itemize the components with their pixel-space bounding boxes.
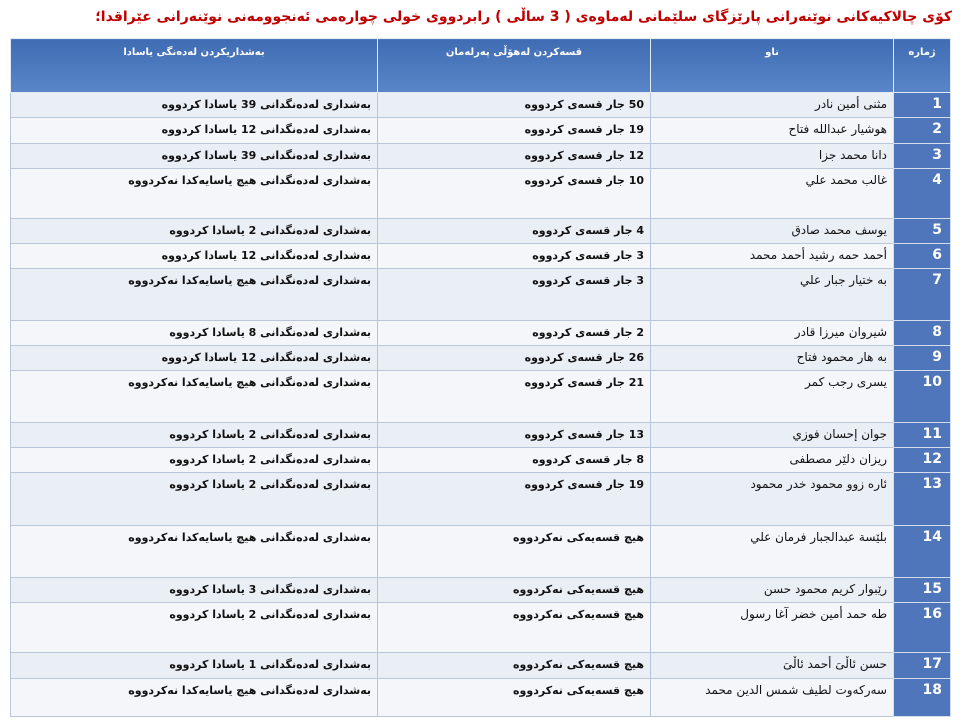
row-number: 12 xyxy=(894,448,951,473)
speaking-count: 8 جار قسەی کردووە xyxy=(378,448,651,473)
voting-participation: بەشداری لەدەنگدانی 8 یاسادا کردووە xyxy=(11,321,378,346)
table-row xyxy=(11,219,951,244)
speaking-count: 3 جار قسەی کردووە xyxy=(378,244,651,269)
row-number: 1 xyxy=(894,93,951,118)
voting-participation: بەشداری لەدەنگدانی 2 یاسادا کردووە xyxy=(11,219,378,244)
member-name: غالب محمد علي xyxy=(651,169,894,219)
member-name: يوسف محمد صادق xyxy=(651,219,894,244)
header-name: ناو xyxy=(651,39,894,93)
speaking-count: 13 جار قسەی کردووە xyxy=(378,423,651,448)
table-row xyxy=(11,423,951,448)
member-name: به هار محمود فتاح xyxy=(651,346,894,371)
member-name: أحمد حمه رشيد أحمد محمد xyxy=(651,244,894,269)
members-activity-table xyxy=(10,38,951,717)
member-name: يسرى رجب كمر xyxy=(651,371,894,423)
member-name: دانا محمد جزا xyxy=(651,144,894,169)
table-row xyxy=(11,653,951,679)
speaking-count: 10 جار قسەی کردووە xyxy=(378,169,651,219)
voting-participation: بەشداری لەدەنگدانی 2 یاسادا کردووە xyxy=(11,473,378,526)
table-row xyxy=(11,526,951,578)
table-row xyxy=(11,679,951,717)
voting-participation: بەشداری لەدەنگدانی هیچ یاسایەکدا نەکردووە xyxy=(11,679,378,717)
member-name: جوان إحسان فوزي xyxy=(651,423,894,448)
member-name: به ختيار جبار علي xyxy=(651,269,894,321)
speaking-count: 26 جار قسەی کردووە xyxy=(378,346,651,371)
voting-participation: بەشداری لەدەنگدانی هیچ یاسایەکدا نەکردووە xyxy=(11,269,378,321)
speaking-count: 19 جار قسەی کردووە xyxy=(378,473,651,526)
row-number: 3 xyxy=(894,144,951,169)
voting-participation: بەشداری لەدەنگدانی 39 یاسادا کردووە xyxy=(11,93,378,118)
row-number: 7 xyxy=(894,269,951,321)
row-number: 10 xyxy=(894,371,951,423)
row-number: 15 xyxy=(894,578,951,603)
speaking-count: 21 جار قسەی کردووە xyxy=(378,371,651,423)
table-row xyxy=(11,269,951,321)
voting-participation: بەشداری لەدەنگدانی 12 یاسادا کردووە xyxy=(11,244,378,269)
row-number: 2 xyxy=(894,118,951,144)
speaking-count: 4 جار قسەی کردووە xyxy=(378,219,651,244)
row-number: 13 xyxy=(894,473,951,526)
voting-participation: بەشداری لەدەنگدانی هیچ یاسایەکدا نەکردووە xyxy=(11,371,378,423)
table-row xyxy=(11,244,951,269)
speaking-count: 3 جار قسەی کردووە xyxy=(378,269,651,321)
row-number: 9 xyxy=(894,346,951,371)
row-number: 5 xyxy=(894,219,951,244)
member-name: هوشيار عبدالله فتاح xyxy=(651,118,894,144)
voting-participation: بەشداری لەدەنگدانی 2 یاسادا کردووە xyxy=(11,603,378,653)
speaking-count: 19 جار قسەی کردووە xyxy=(378,118,651,144)
row-number: 17 xyxy=(894,653,951,679)
voting-participation: بەشداری لەدەنگدانی 1 یاسادا کردووە xyxy=(11,653,378,679)
table-row xyxy=(11,603,951,653)
member-name: ئاره زوو محمود خدر محمود xyxy=(651,473,894,526)
member-name: سەرکەوت لطيف شمس الدين محمد xyxy=(651,679,894,717)
row-number: 16 xyxy=(894,603,951,653)
table-row xyxy=(11,346,951,371)
member-name: رێبوار كريم محمود حسن xyxy=(651,578,894,603)
table-row xyxy=(11,448,951,473)
voting-participation: بەشداری لەدەنگدانی هیچ یاسایەکدا نەکردووە xyxy=(11,526,378,578)
table-row xyxy=(11,371,951,423)
row-number: 18 xyxy=(894,679,951,717)
member-name: شيروان ميرزا قادر xyxy=(651,321,894,346)
page-title: کۆی چالاکیەکانی نوێنەرانی پارێزگای سلێمانی لەماوەی ( 3 ساڵی ) رابردووی خولی چوارەمی ئەنجوومەنی نوێنەرانی عێراقدا؛ xyxy=(95,9,952,25)
voting-participation: بەشداری لەدەنگدانی 12 یاسادا کردووە xyxy=(11,118,378,144)
header-number: ژمارە xyxy=(894,39,951,93)
table-body xyxy=(11,93,951,717)
row-number: 11 xyxy=(894,423,951,448)
table-row xyxy=(11,144,951,169)
speaking-count: هیچ قسەیەکی نەکردووە xyxy=(378,603,651,653)
table-row xyxy=(11,578,951,603)
table-row xyxy=(11,93,951,118)
speaking-count: هیچ قسەیەکی نەکردووە xyxy=(378,653,651,679)
voting-participation: بەشداری لەدەنگدانی هیچ یاسایەکدا نەکردووە xyxy=(11,169,378,219)
member-name: طه حمد أمين خضر آغا رسول xyxy=(651,603,894,653)
table-row xyxy=(11,118,951,144)
member-name: مثنى أمين نادر xyxy=(651,93,894,118)
member-name: بلێسة عبدالجبار فرمان علي xyxy=(651,526,894,578)
speaking-count: هیچ قسەیەکی نەکردووە xyxy=(378,679,651,717)
row-number: 4 xyxy=(894,169,951,219)
speaking-count: 50 جار قسەی کردووە xyxy=(378,93,651,118)
row-number: 14 xyxy=(894,526,951,578)
speaking-count: 2 جار قسەی کردووە xyxy=(378,321,651,346)
member-name: حسن ئاڵیَ أحمد ئاڵیَ xyxy=(651,653,894,679)
speaking-count: هیچ قسەیەکی نەکردووە xyxy=(378,526,651,578)
header-row xyxy=(11,39,951,93)
voting-participation: بەشداری لەدەنگدانی 3 یاسادا کردووە xyxy=(11,578,378,603)
speaking-count: هیچ قسەیەکی نەکردووە xyxy=(378,578,651,603)
header-voting: بەشداریکردن لەدەنگی یاسادا xyxy=(11,39,378,93)
row-number: 8 xyxy=(894,321,951,346)
voting-participation: بەشداری لەدەنگدانی 2 یاسادا کردووە xyxy=(11,448,378,473)
voting-participation: بەشداری لەدەنگدانی 39 یاسادا کردووە xyxy=(11,144,378,169)
table-row xyxy=(11,321,951,346)
row-number: 6 xyxy=(894,244,951,269)
speaking-count: 12 جار قسەی کردووە xyxy=(378,144,651,169)
table-row xyxy=(11,169,951,219)
header-speaking: قسەکردن لەهۆڵی پەرلەمان xyxy=(378,39,651,93)
voting-participation: بەشداری لەدەنگدانی 2 یاسادا کردووە xyxy=(11,423,378,448)
member-name: ريزان دلێر مصطفى xyxy=(651,448,894,473)
table-header xyxy=(11,39,951,93)
table-row xyxy=(11,473,951,526)
voting-participation: بەشداری لەدەنگدانی 12 یاسادا کردووە xyxy=(11,346,378,371)
